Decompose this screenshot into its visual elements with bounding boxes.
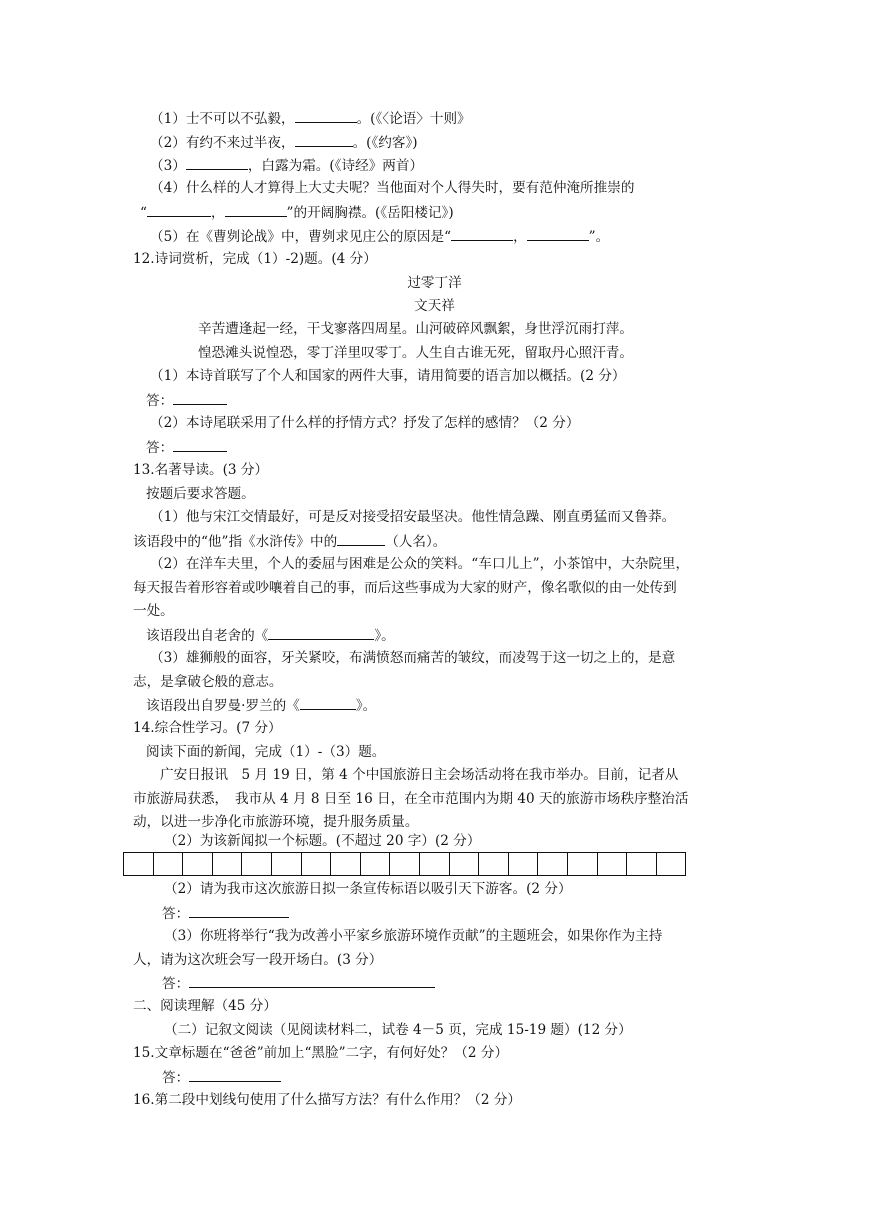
quote-open: “ (140, 205, 147, 221)
q11-item-1-source: 。(《〈论语〉十则》 (356, 111, 471, 127)
q13-passage-1: （1）他与宋江交情最好，可是反对接受招安最坚决。他性情急躁、刚直勇猛而又鲁莽。 (150, 509, 676, 525)
q13-title: 13.名著导读。(3 分） (133, 462, 269, 478)
answer-blank[interactable] (295, 132, 353, 147)
poem-line-2: 惶恐滩头说惶恐，零丁洋里叹零丁。人生自古谁无死，留取丹心照汗青。 (198, 345, 633, 361)
grid-cell[interactable] (331, 853, 361, 875)
comma: ， (210, 205, 225, 221)
grid-cell[interactable] (509, 853, 539, 875)
quote-close: ”。 (588, 229, 610, 245)
answer-blank[interactable] (337, 531, 385, 546)
grid-cell[interactable] (213, 853, 243, 875)
answer-blank[interactable] (173, 437, 227, 452)
grid-cell[interactable] (302, 853, 332, 875)
q11-item-5-prefix: （5）在《曹刿论战》中，曹刿求见庄公的原因是“ (150, 229, 452, 245)
poem-title: 过零丁洋 (407, 275, 462, 291)
q11-item-2-source: 。(《约客》) (352, 135, 418, 151)
book-title-close: 》。 (355, 698, 377, 714)
q11-item-3-source: ，白露为霜。(《诗经》两首） (247, 158, 424, 174)
q11-item-4: （4）什么样的人才算得上大丈夫呢？当他面对个人得失时，要有范仲淹所推崇的 (150, 180, 635, 196)
answer-blank[interactable] (189, 973, 435, 988)
q11-item-3-prefix: （3） (150, 158, 186, 174)
q13-passage-2: （2）在洋车夫里，个人的委屈与困难是公众的笑料。“车口儿上”，小茶馆中，大杂院里， (150, 556, 690, 572)
q13-passage-3: （3）雄狮般的面容，牙关紧咬，布满愤怒而痛苦的皱纹，而凌驾于这一切之上的，是意 (150, 650, 676, 666)
q11-item-5 (150, 226, 609, 247)
answer-blank[interactable] (189, 1067, 281, 1082)
grid-cell[interactable] (242, 853, 272, 875)
grid-cell[interactable] (538, 853, 568, 875)
comma: ， (513, 229, 527, 245)
q13-passage-1-prompt: 该语段中的“他”指《水浒传》中的 (133, 534, 338, 550)
grid-cell[interactable] (390, 853, 420, 875)
answer-label: 答： (162, 1070, 190, 1086)
answer-blank[interactable] (527, 226, 589, 241)
q14-instructions: 阅读下面的新闻，完成（1）-（3）题。 (146, 744, 386, 760)
section-2-title: 二、阅读理解（45 分） (133, 998, 277, 1014)
book-title-close: 》。 (374, 628, 395, 644)
grid-cell[interactable] (598, 853, 628, 875)
headline-answer-grid (123, 852, 686, 876)
q13-passage-1-cont (133, 531, 446, 552)
q12-answer-1 (146, 390, 227, 411)
grid-cell[interactable] (361, 853, 391, 875)
q11-item-1 (150, 108, 471, 129)
q15-answer (162, 1067, 281, 1088)
q11-item-4-cont (140, 202, 454, 223)
answer-blank[interactable] (225, 202, 287, 217)
answer-label: 答： (146, 393, 174, 409)
q16-question: 16.第二段中划线句使用了什么描写方法？有什么作用？（2 分） (133, 1092, 522, 1108)
answer-label: 答： (162, 906, 190, 922)
poem-author: 文天祥 (414, 298, 455, 314)
q13-passage-2-prompt: 该语段出自老舍的《 (146, 628, 269, 644)
q13-passage-3-prompt: 该语段出自罗曼·罗兰的《 (146, 698, 300, 714)
grid-cell[interactable] (657, 853, 687, 875)
q12-subquestion-1: （1）本诗首联写了个人和国家的两件大事，请用简要的语言加以概括。(2 分） (150, 368, 626, 384)
q11-item-2 (150, 132, 418, 153)
q12-title: 12.诗词赏析，完成（1）-2)题。(4 分） (133, 251, 377, 267)
q13-passage-3-source (146, 695, 376, 716)
q13-instructions: 按题后要求答题。 (146, 486, 255, 502)
q14-title: 14.综合性学习。(7 分） (133, 720, 282, 736)
q13-passage-1-suffix: （人名）。 (385, 534, 447, 550)
grid-cell[interactable] (568, 853, 598, 875)
q14-answer-2 (162, 903, 289, 924)
news-line-2: 市旅游局获悉， 我市从 4 月 8 日至 16 日，在全市范围内为期 40 天的旅游市场秩序整治活 (133, 791, 689, 807)
answer-blank[interactable] (186, 155, 248, 170)
q13-passage-2-line-2: 每天报告着形容着或吵嚷着自己的事，而后这些事成为大家的财产，像名歌似的由一处传到 (133, 580, 677, 596)
grid-cell[interactable] (183, 853, 213, 875)
grid-cell[interactable] (627, 853, 657, 875)
answer-blank[interactable] (147, 202, 211, 217)
news-line-1: 广安日报讯 5 月 19 日，第 4 个中国旅游日主会场活动将在我市举办。目前，记者从 (160, 767, 679, 783)
answer-blank[interactable] (295, 108, 357, 123)
section-2-subtitle: （二）记叙文阅读（见阅读材料二，试卷 4－5 页，完成 15-19 题）(12 分） (164, 1022, 632, 1038)
q14-subquestion-2: （2）请为我市这次旅游日拟一条宣传标语以吸引天下游客。(2 分） (164, 881, 572, 897)
poem-line-1: 辛苦遭逢起一经，干戈寥落四周星。山河破碎风飘絮，身世浮沉雨打萍。 (198, 321, 633, 337)
answer-blank[interactable] (451, 226, 513, 241)
answer-label: 答： (162, 976, 190, 992)
answer-blank[interactable] (173, 390, 227, 405)
answer-blank[interactable] (300, 695, 356, 710)
q14-subquestion-1: （2）为该新闻拟一个标题。(不超过 20 字）(2 分） (164, 833, 481, 849)
grid-cell[interactable] (420, 853, 450, 875)
q13-passage-3-line-2: 志，是拿破仑般的意志。 (133, 674, 283, 690)
q12-answer-2 (146, 437, 227, 458)
q15-question: 15.文章标题在“爸爸”前加上“黑脸”二字，有何好处？（2 分） (133, 1045, 509, 1061)
answer-blank[interactable] (268, 625, 374, 640)
grid-cell[interactable] (272, 853, 302, 875)
grid-cell[interactable] (154, 853, 184, 875)
q11-item-2-prefix: （2）有约不来过半夜， (150, 135, 295, 151)
q13-passage-2-line-3: 一处。 (133, 603, 174, 619)
answer-label: 答： (146, 440, 174, 456)
q11-item-4-source: ”的开阔胸襟。(《岳阳楼记》) (286, 205, 454, 221)
q11-item-1-prefix: （1）士不可以不弘毅， (150, 111, 295, 127)
q14-subquestion-3-cont: 人，请为这次班会写一段开场白。(3 分） (133, 952, 383, 968)
news-line-3: 动，以进一步净化市旅游环境，提升服务质量。 (133, 814, 419, 830)
q14-answer-3 (162, 973, 435, 994)
q13-passage-2-source (146, 625, 395, 646)
grid-cell[interactable] (450, 853, 480, 875)
answer-blank[interactable] (189, 903, 289, 918)
q14-subquestion-3: （3）你班将举行“我为改善小平家乡旅游环境作贡献”的主题班会，如果你作为主持 (164, 928, 663, 944)
q11-item-3 (150, 155, 423, 176)
grid-cell[interactable] (124, 853, 154, 875)
q12-subquestion-2: （2）本诗尾联采用了什么样的抒情方式？抒发了怎样的感情？（2 分） (150, 415, 580, 431)
grid-cell[interactable] (479, 853, 509, 875)
